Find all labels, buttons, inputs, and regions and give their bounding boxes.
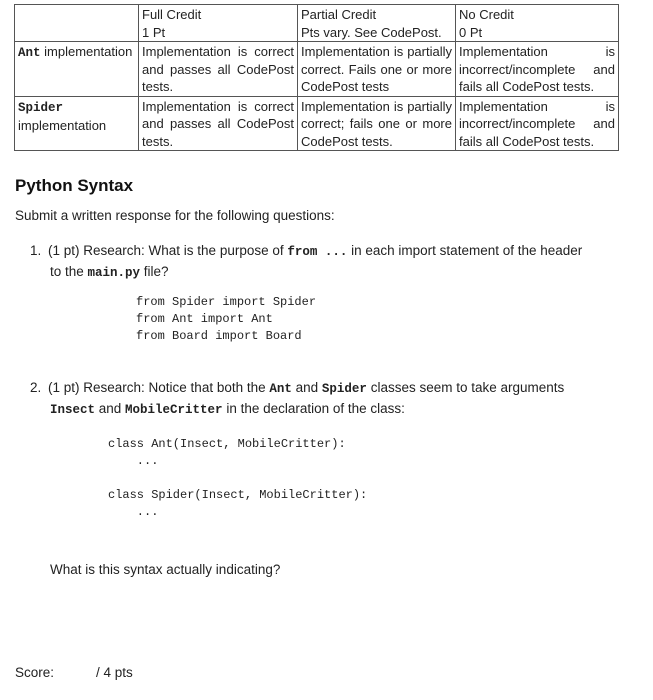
row-label-text: implementation xyxy=(18,118,107,133)
row-label xyxy=(15,96,139,151)
rubric-header-none xyxy=(456,5,619,42)
rubric-row-ant xyxy=(15,42,619,97)
inline-code: from ... xyxy=(287,245,348,259)
cell-full: Implementation is correct and passes all CodePost tests. xyxy=(139,96,298,151)
question-text: file? xyxy=(140,264,169,279)
header-points: Pts vary. See CodePost. xyxy=(301,24,442,40)
cell-none: Implementation is incorrect/incomplete and fails all CodePost tests. xyxy=(456,42,619,97)
header-title: Partial Credit xyxy=(301,7,377,22)
code-block-imports: from Spider import Spider from Ant import Ant from Board import Board xyxy=(136,295,317,343)
header-title: No Credit xyxy=(459,7,514,22)
row-label-code: Spider xyxy=(18,100,64,115)
question-text: and xyxy=(291,380,322,395)
cell-partial: Implementation is partially correct; fails one or more CodePost tests. xyxy=(298,96,456,151)
score-line xyxy=(15,665,133,680)
rubric-header-full xyxy=(139,5,298,42)
question-text: in the declaration of the class: xyxy=(222,401,405,416)
row-label-code: Ant xyxy=(18,46,41,60)
rubric-table xyxy=(14,4,619,151)
score-points: / 4 pts xyxy=(96,665,133,680)
cell-full: Implementation is correct and passes all CodePost tests. xyxy=(139,42,298,97)
section-title: Python Syntax xyxy=(15,176,134,195)
row-label-text: implementation xyxy=(44,44,133,59)
question-text: and xyxy=(95,401,126,416)
question-text: (1 pt) Research: Notice that both the xyxy=(48,380,270,395)
score-label: Score: xyxy=(15,665,55,680)
rubric-header-row xyxy=(15,5,619,42)
code-block-spider-class: class Spider(Insect, MobileCritter): ... xyxy=(108,488,368,519)
section-intro: Submit a written response for the following questions: xyxy=(15,208,335,223)
question-2 xyxy=(30,378,610,420)
rubric-corner-cell xyxy=(15,5,139,42)
inline-code: Ant xyxy=(269,382,292,396)
cell-none: Implementation is incorrect/incomplete and fails all CodePost tests. xyxy=(456,96,619,151)
inline-code: main.py xyxy=(87,266,141,280)
rubric-row-spider xyxy=(15,96,619,151)
question-text: to the xyxy=(50,264,88,279)
header-title: Full Credit xyxy=(142,7,202,22)
row-label xyxy=(15,42,139,97)
rubric-header-partial xyxy=(298,5,456,42)
question-number: 1. xyxy=(30,243,42,258)
header-points: 0 Pt xyxy=(459,24,483,40)
question-1 xyxy=(30,241,610,283)
question-number: 2. xyxy=(30,380,42,395)
inline-code: MobileCritter xyxy=(125,403,223,417)
cell-partial: Implementation is partially correct. Fails one or more CodePost tests xyxy=(298,42,456,97)
question-followup: What is this syntax actually indicating? xyxy=(50,562,281,577)
question-text: classes seem to take arguments xyxy=(366,380,565,395)
code-block-ant-class: class Ant(Insect, MobileCritter): ... xyxy=(108,437,346,468)
question-text: (1 pt) Research: What is the purpose of xyxy=(48,243,288,258)
inline-code: Spider xyxy=(321,382,367,396)
question-text: in each import statement of the header xyxy=(347,243,583,258)
header-points: 1 Pt xyxy=(142,24,166,40)
inline-code: Insect xyxy=(50,403,96,417)
